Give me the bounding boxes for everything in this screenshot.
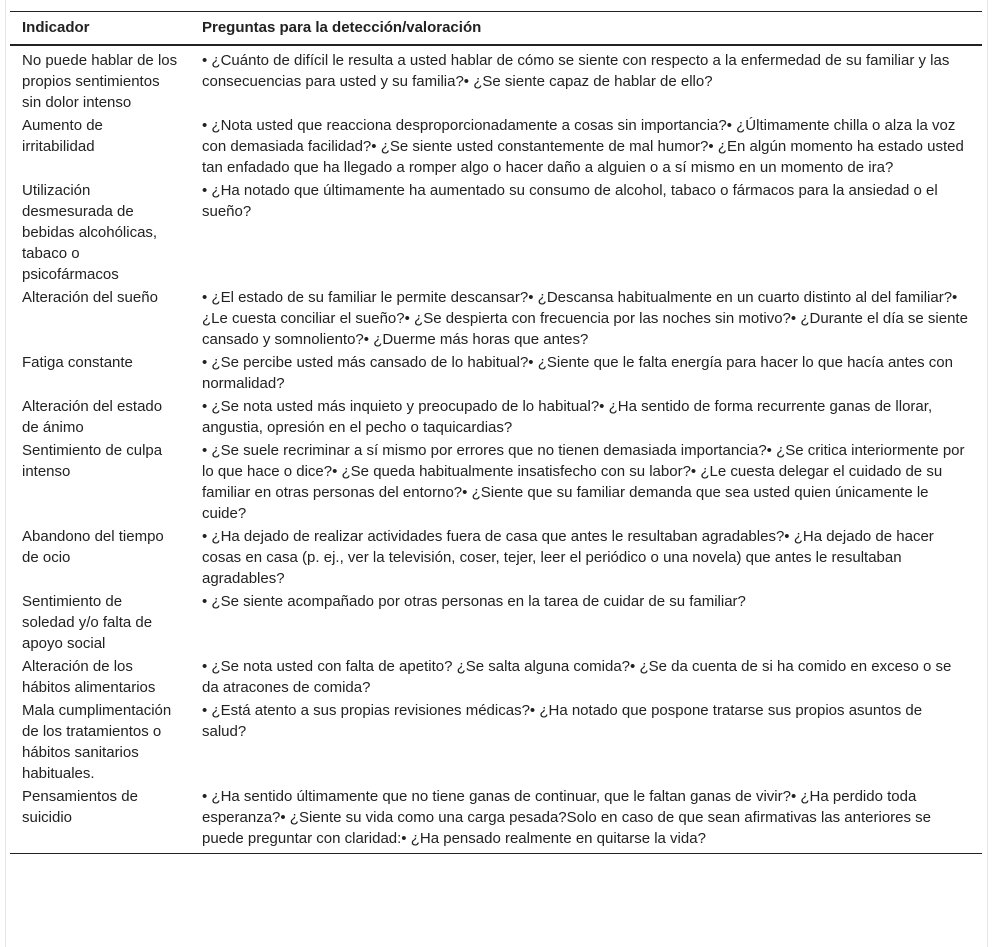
- indicator-table: [10, 11, 982, 854]
- table-row: [10, 114, 982, 179]
- table-row: [10, 699, 982, 785]
- questions-cell: • ¿Cuánto de difícil le resulta a usted hablar de cómo se siente con respecto a la enfermedad de su familiar y las consecuencias para usted y su familia?• ¿Se siente capaz de hablar de ello?: [202, 52, 950, 90]
- indicator-cell: Alteración del estado de ánimo: [22, 398, 163, 436]
- table-row: [10, 351, 982, 395]
- table-body: [10, 45, 982, 854]
- questions-cell: • ¿Ha notado que últimamente ha aumentado su consumo de alcohol, tabaco o fármacos para la ansiedad o el sueño?: [202, 182, 938, 220]
- indicator-cell: No puede hablar de los propios sentimientos sin dolor intenso: [22, 52, 178, 111]
- table-row: [10, 395, 982, 439]
- indicator-cell: Mala cumplimentación de los tratamientos o hábitos sanitarios habituales.: [22, 702, 172, 782]
- header-questions: Preguntas para la detección/valoración: [202, 19, 482, 36]
- questions-cell: • ¿El estado de su familiar le permite descansar?• ¿Descansa habitualmente en un cuarto distinto al del familiar?• ¿Le cuesta conciliar el sueño?• ¿Se despierta con frecuencia por las noches sin motivo?• ¿Durante el día se siente cansado y somnoliento?• ¿Duerme más horas que antes?: [202, 289, 968, 348]
- header-indicator: Indicador: [22, 19, 90, 36]
- indicator-cell: Aumento de irritabilidad: [22, 117, 103, 155]
- table-row: [10, 590, 982, 655]
- table-row: [10, 179, 982, 286]
- table-header-row: [10, 12, 982, 46]
- questions-cell: • ¿Se nota usted con falta de apetito? ¿Se salta alguna comida?• ¿Se da cuenta de si ha comido en exceso o se da atracones de comida?: [202, 658, 952, 696]
- table-row: [10, 785, 982, 854]
- table-row: [10, 439, 982, 525]
- indicator-cell: Sentimiento de culpa intenso: [22, 442, 163, 480]
- indicator-cell: Utilización desmesurada de bebidas alcohólicas, tabaco o psicofármacos: [22, 182, 158, 283]
- questions-cell: • ¿Se siente acompañado por otras personas en la tarea de cuidar de su familiar?: [202, 593, 746, 610]
- questions-cell: • ¿Ha dejado de realizar actividades fuera de casa que antes le resultaban agradables?• ¿Ha dejado de hacer cosas en casa (p. ej., ver la televisión, coser, tejer, leer el periódico o una novela) que antes le resultaban agradables?: [202, 528, 934, 587]
- questions-cell: • ¿Se suele recriminar a sí mismo por errores que no tienen demasiada importancia?• ¿Se critica interiormente por lo que hace o dice?• ¿Se queda habitualmente insatisfecho con su labor?• ¿Le cuesta delegar el cuidado de su familiar en otras personas del entorno?• ¿Siente que su familiar demanda que sea usted quien únicamente le cuide?: [202, 442, 965, 522]
- indicator-cell: Abandono del tiempo de ocio: [22, 528, 164, 566]
- questions-cell: • ¿Está atento a sus propias revisiones médicas?• ¿Ha notado que pospone tratarse sus propios asuntos de salud?: [202, 702, 923, 740]
- indicator-cell: Pensamientos de suicidio: [22, 788, 138, 826]
- indicator-cell: Sentimiento de soledad y/o falta de apoyo social: [22, 593, 153, 652]
- table-row: [10, 286, 982, 351]
- questions-cell: • ¿Ha sentido últimamente que no tiene ganas de continuar, que le faltan ganas de vivir?• ¿Ha perdido toda esperanza?• ¿Siente su vida como una carga pesada?Solo en caso de que sean afirmativas las anteriores se puede preguntar con claridad:• ¿Ha pensado realmente en quitarse la vida?: [202, 788, 932, 847]
- indicator-cell: Alteración del sueño: [22, 289, 158, 306]
- questions-cell: • ¿Se percibe usted más cansado de lo habitual?• ¿Siente que le falta energía para hacer lo que hacía antes con normalidad?: [202, 354, 953, 392]
- indicator-cell: Alteración de los hábitos alimentarios: [22, 658, 156, 696]
- table-row: [10, 45, 982, 114]
- table-row: [10, 655, 982, 699]
- questions-cell: • ¿Se nota usted más inquieto y preocupado de lo habitual?• ¿Ha sentido de forma recurrente ganas de llorar, angustia, opresión en el pecho o taquicardias?: [202, 398, 933, 436]
- indicator-cell: Fatiga constante: [22, 354, 133, 371]
- table-row: [10, 525, 982, 590]
- questions-cell: • ¿Nota usted que reacciona desproporcionadamente a cosas sin importancia?• ¿Últimamente chilla o alza la voz con demasiada facilidad?• ¿Se siente usted constantemente de mal humor?• ¿En algún momento ha estado usted tan enfadado que ha llegado a romper algo o hacer daño a alguien o a sí mismo en un momento de ira?: [202, 117, 964, 176]
